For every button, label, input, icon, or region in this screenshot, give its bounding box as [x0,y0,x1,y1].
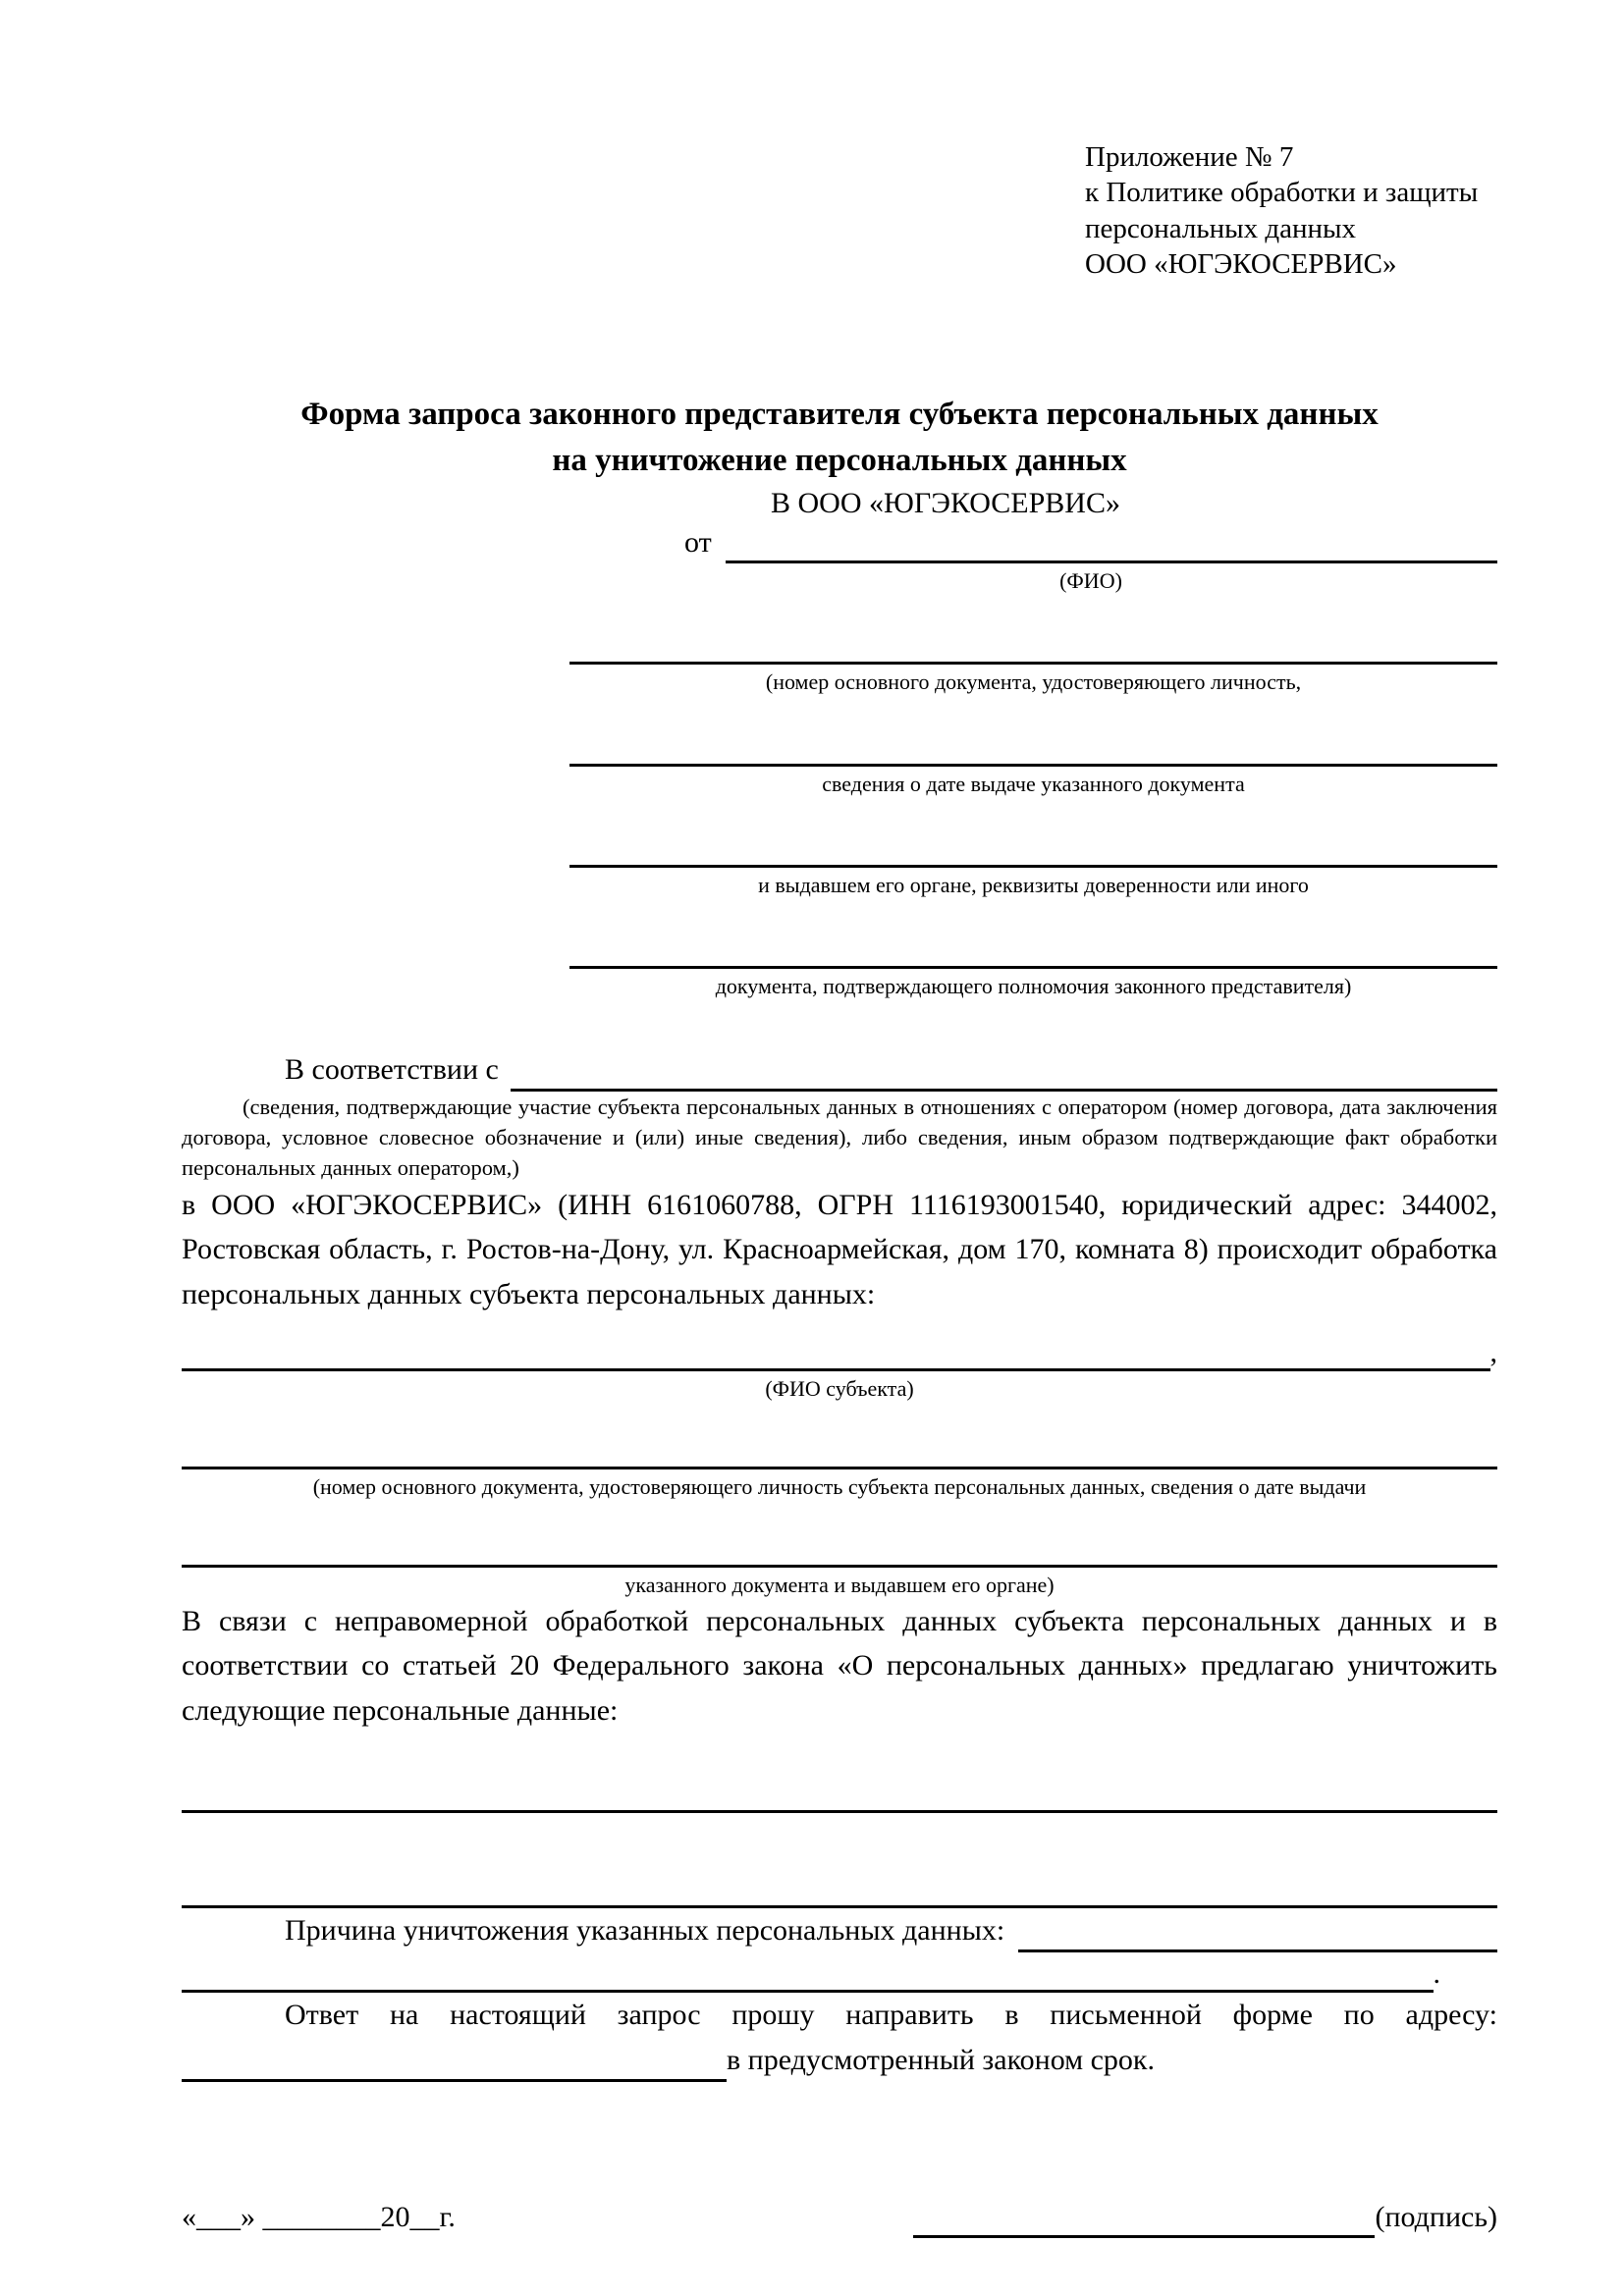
representative-doc-caption-1: (номер основного документа, удостоверяющего личность, [765,669,1302,695]
representative-doc-caption-3: и выдавшем его органе, реквизиты доверенности или иного [758,872,1309,897]
appendix-line-2: к Политике обработки и защиты [1085,177,1479,209]
form-title [182,392,1497,484]
blank-line [569,933,1497,969]
accordance-row [182,1047,1497,1092]
blank-line [569,730,1497,767]
appendix-line-4: ООО «ЮГЭКОСЕРВИС» [1085,247,1397,280]
response-tail-text: в предусмотренный законом срок. [727,2043,1155,2076]
footer-row [182,2198,1497,2238]
signature-caption: (подпись) [1375,2201,1497,2234]
from-fio-blank-line [726,527,1497,563]
accordance-note: (сведения, подтверждающие участие субъекта персональных данных в отношениях с оператором (номер договора, дата заключения договора, условное словесное обозначение и (или) иные сведения), либо сведения, иным образом подтверждающие факт обработки персональных данных оператором,) [182,1094,1497,1180]
destroy-data-row-1 [182,1773,1497,1813]
accordance-lead: В соответствии с [285,1052,499,1086]
operator-paragraph: в ООО «ЮГЭКОСЕРВИС» (ИНН 6161060788, ОГРН 1116193001540, юридический адрес: 344002, Ростовская область, г. Ростов-на-Дону, ул. Красноармейская, дом 170, комната 8) происходит обработка персональных данных субъекта персональных данных: [182,1188,1497,1310]
subject-doc-blank-line-2 [182,1527,1497,1568]
destroy-data-row-2 [182,1868,1497,1908]
representative-doc-caption-2: сведения о дате выдаче указанного документа [822,771,1245,796]
appendix-line-3: персональных данных [1085,212,1357,244]
subject-fio-row [182,1331,1497,1371]
destroy-data-blank-line-2 [182,1868,1497,1908]
subject-doc-caption-2: указанного документа и выдавшем его органе) [624,1573,1055,1598]
document-content [182,0,1497,2238]
response-request-paragraph: Ответ на настоящий запрос прошу направить в письменной форме по адресу: [285,1999,1497,2032]
fio-caption-wrap [684,568,1497,594]
demand-paragraph: В связи с неправомерной обработкой персональных данных субъекта персональных данных и в соответствии со статьей 20 Федерального закона «О персональных данных» предлагаю уничтожить следующие персональные данные: [182,1604,1497,1727]
subject-doc-blank-line-1 [182,1429,1497,1469]
signature-group [913,2198,1497,2238]
signature-blank-line [913,2202,1375,2238]
form-title-line-1: Форма запроса законного представителя субъекта персональных данных [300,397,1379,432]
reason-blank-line [1018,1910,1497,1952]
reason-row [182,1908,1497,1953]
appendix-line-1: Приложение № 7 [1085,141,1294,173]
fio-caption: (ФИО) [1059,567,1122,593]
representative-doc-caption-4: документа, подтверждающего полномочия законного представителя) [715,974,1352,999]
reason-end-period: . [1433,1957,1440,1991]
blank-line [569,628,1497,665]
subject-line-comma: , [1489,1335,1497,1368]
blank-line [569,831,1497,868]
date-blank: «___» ________20__г. [182,2201,456,2234]
representative-document-block [569,628,1497,1000]
accordance-blank-line [511,1049,1497,1092]
response-address-row [182,2038,1497,2083]
addressee-from-row [684,523,1497,563]
response-address-blank-line [182,2042,727,2082]
form-title-line-2: на уничтожение персональных данных [552,442,1127,478]
subject-doc-row-2 [182,1527,1497,1568]
from-label: от [684,526,712,560]
subject-doc-caption-1: (номер основного документа, удостоверяющего личность субъекта персональных данных, сведения о дате выдачи [312,1473,1367,1499]
destroy-data-blank-line-1 [182,1773,1497,1813]
subject-fio-caption: (ФИО субъекта) [765,1375,914,1401]
addressee-to: В ООО «ЮГЭКОСЕРВИС» [771,486,1120,519]
reason-continuation-blank-line [182,1952,1434,1993]
subject-fio-blank-line [182,1331,1490,1371]
reason-continuation-row [182,1952,1497,1993]
reason-lead: Причина уничтожения указанных персональных данных: [285,1913,1005,1947]
subject-doc-row-1 [182,1429,1497,1469]
appendix-header [1085,139,1497,282]
